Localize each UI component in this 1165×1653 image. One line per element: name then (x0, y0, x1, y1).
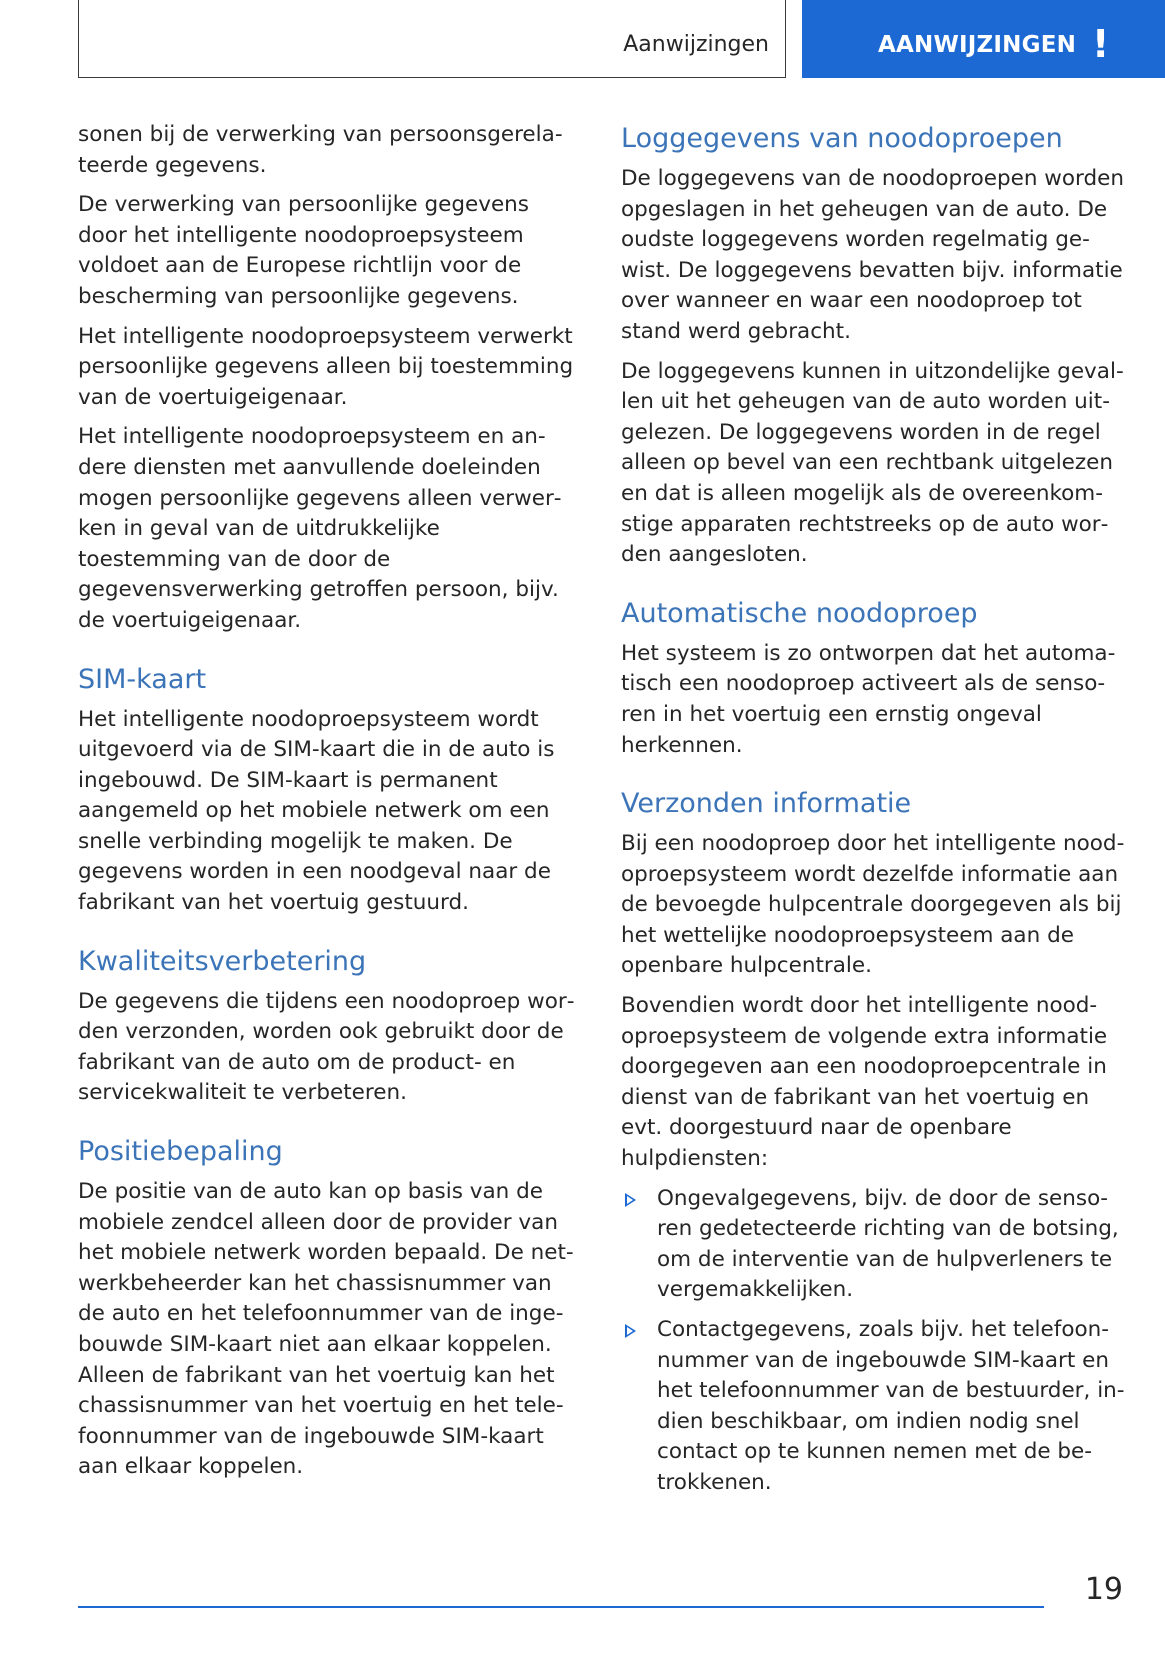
exclamation-icon: ! (1092, 22, 1110, 66)
paragraph: De loggegevens van de noodoproepen worden opgeslagen in het geheugen van de auto. De oudste loggegevens worden regelmatig gewist. De loggegevens bevatten bijv. informatie over wanneer en waar een noodoproep tot stand werd gebracht. (621, 166, 1124, 344)
list-item-text: Contactgegevens, zoals bijv. het telefoonnummer van de ingebouwde SIM-kaart en het telefoonnummer van de bestuurder, indien beschikbaar, om indien nodig snel contact op te kunnen nemen met de betrokkenen. (657, 1317, 1125, 1495)
paragraph: Het systeem is zo ontworpen dat het automatisch een noodoproep activeert als de sensoren in het voertuig een ernstig ongeval herkennen. (621, 640, 1116, 758)
paragraph: De loggegevens kunnen in uitzondelijke gevallen uit het geheugen van de auto worden uitgelezen. De loggegevens worden in de regel alleen op bevel van een rechtbank uitgelezen en dat is alleen mogelijk als de overeenkomstige apparaten rechtstreeks op de auto worden aangesloten. (621, 358, 1124, 568)
paragraph: De positie van de auto kan op basis van de mobiele zendcel alleen door de provider van het mobiele netwerk worden bepaald. De netwerkbeheerder kan het chassisnummer van de auto en het telefoonnummer van de ingebouwde SIM-kaart niet aan elkaar koppelen. Alleen de fabrikant van het voertuig kan het chassisnummer van het voertuig en het telefoonnummer van de ingebouwde SIM-kaart aan elkaar koppelen. (78, 1179, 574, 1480)
triangle-bullet-icon (625, 1324, 636, 1338)
chapter-tab-title: AANWIJZINGEN (878, 32, 1077, 58)
paragraph: De gegevens die tijdens een noodoproep worden verzonden, worden ook gebruikt door de fabrikant van de auto om de product- en servicekwaliteit te verbeteren. (78, 988, 575, 1106)
bullet-list (621, 1184, 1126, 1499)
section-heading-verzonden-informatie: Verzonden informatie (621, 788, 912, 820)
list-item (621, 1315, 1126, 1499)
page-number: 19 (1084, 1572, 1123, 1607)
paragraph: Het intelligente noodoproepsysteem en andere diensten met aanvullende doeleinden mogen persoonlijke gegevens alleen verwerken in geval van de uitdrukkelijke toestemming van de door de gegevensverwerking getroffen persoon, bijv. de voertuigeigenaar. (78, 424, 562, 633)
paragraph: Bovendien wordt door het intelligente noodoproepsysteem de volgende extra informatie doorgegeven aan een noodoproepcentrale in dienst van de fabrikant van het voertuig en evt. doorgestuurd naar de openbare hulpdiensten: (621, 993, 1108, 1172)
list-item (621, 1184, 1126, 1306)
running-header-label: Aanwijzingen (623, 32, 769, 57)
section-heading-loggegevens: Loggegevens van noodoproepen (621, 123, 1063, 154)
footer-rule (78, 1606, 1044, 1608)
list-item-text: Ongevalgegevens, bijv. de door de sensoren gedetecteerde richting van de botsing, om de interventie van de hulpverleners te vergemakkelijken. (657, 1185, 1119, 1303)
section-heading-automatische-noodoproep: Automatische noodoproep (621, 597, 978, 629)
paragraph: Het intelligente noodoproepsysteem verwerkt persoonlijke gegevens alleen bij toestemming van de voertuigeigenaar. (78, 323, 574, 410)
triangle-bullet-icon (625, 1193, 636, 1207)
paragraph: Bij een noodoproep door het intelligente noodoproepsysteem wordt dezelfde informatie aan de bevoegde hulpcentrale doorgegeven als bij het wettelijke noodoproepsysteem aan de openbare hulpcentrale. (621, 831, 1125, 979)
paragraph: Het intelligente noodoproepsysteem wordt uitgevoerd via de SIM-kaart die in de auto is ingebouwd. De SIM-kaart is permanent aangemeld op het mobiele netwerk om een snelle verbinding mogelijk te maken. De gegevens worden in een noodgeval naar de fabrikant van het voertuig gestuurd. (78, 706, 555, 916)
paragraph: sonen bij de verwerking van persoonsgerelateerde gegevens. (78, 122, 563, 178)
section-heading-positiebepaling: Positiebepaling (78, 1136, 283, 1168)
running-header-box (78, 0, 786, 78)
section-heading-sim-kaart: SIM-kaart (78, 663, 207, 695)
paragraph: De verwerking van persoonlijke gegevens door het intelligente noodoproepsysteem voldoet aan de Europese richtlijn voor de bescherming van persoonlijke gegevens. (78, 192, 529, 309)
section-heading-kwaliteitsverbetering: Kwaliteitsverbetering (78, 945, 367, 977)
left-column (78, 120, 578, 1492)
right-column (621, 120, 1126, 1508)
chapter-tab (802, 0, 1165, 78)
